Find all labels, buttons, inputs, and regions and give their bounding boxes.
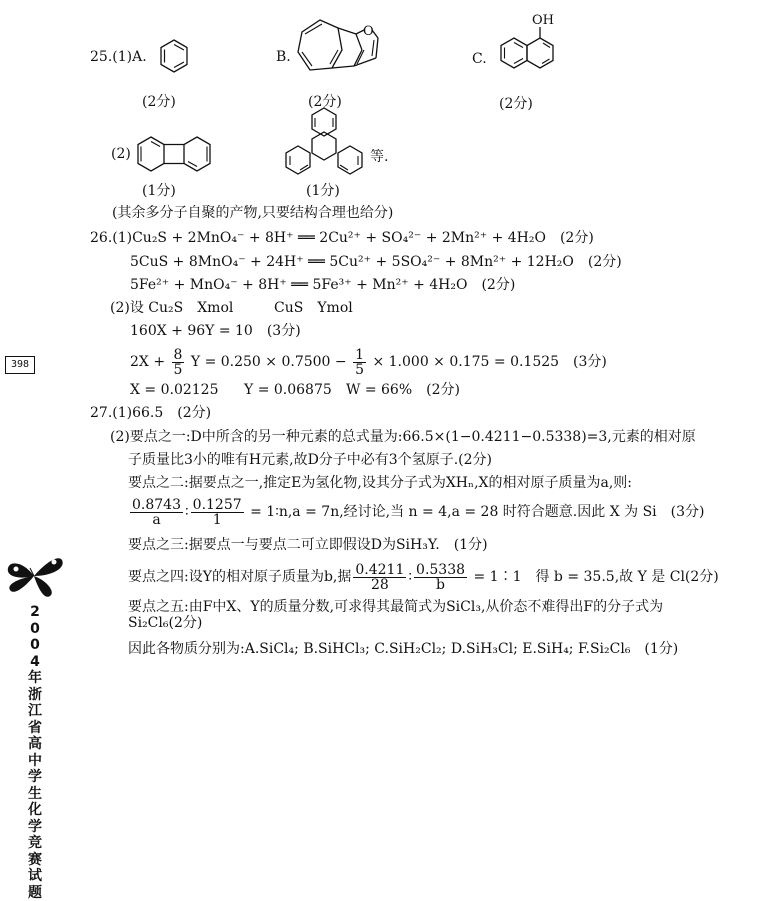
oxa-bridged-bicyclic-structure: [290, 12, 390, 88]
q25-score-b: (2分): [308, 94, 342, 110]
biphenylene-structure: [136, 134, 212, 174]
q26-line7b: Y = 0.06875: [244, 382, 332, 398]
q25-etc: 等.: [370, 149, 389, 165]
q25-score-c: (2分): [499, 96, 533, 112]
q26-line7a: X = 0.02125: [130, 382, 219, 398]
q25-part1-label: 25.(1)A.: [90, 49, 147, 65]
svg-text:O: O: [363, 24, 374, 39]
q25-score-2a: (1分): [142, 183, 176, 199]
fraction-0-1257-1: $\frac{0.1257}{1}$: [192, 496, 242, 528]
oh-group-label: OH: [532, 13, 554, 28]
q27-line8: 要点之五:由F中X、Y的质量分数,可求得其最简式为SiCl₃,从价态不难得出F的分子式为: [128, 599, 664, 615]
naphthol-structure: [486, 8, 566, 84]
q26-line3: 5Fe²⁺ + MnO₄⁻ + 8H⁺ ══ 5Fe³⁺ + Mn²⁺ + 4H₂O (2分): [130, 277, 516, 293]
q27-line2: (2)要点之一:D中所含的另一种元素的总式量为:66.5×(1−0.4211−0.5338)=3,元素的相对原: [110, 429, 696, 445]
q27-line1: 27.(1)66.5 (2分): [90, 405, 212, 421]
page-number: 398: [5, 356, 35, 374]
q25-b-label: B.: [276, 49, 291, 65]
q26-line1: 26.(1)Cu₂S + 2MnO₄⁻ + 8H⁺ ══ 2Cu²⁺ + SO₄²⁻ + 2Mn²⁺ + 4H₂O (2分): [90, 230, 594, 246]
q25-score-a: (2分): [142, 94, 176, 110]
benzene-structure: [159, 38, 189, 74]
q25-c-label: C.: [472, 51, 487, 67]
q27-line4: 要点之二:据要点之一,推定E为氢化物,设其分子式为XHₙ,X的相对原子质量为a,则:: [128, 475, 632, 491]
side-vertical-title: 2 0 0 4 年 浙 江 省 高 中 学 生 化 学 竞 赛 试 题: [28, 604, 42, 901]
q25-score-2b: (1分): [306, 183, 340, 199]
q26-line5: 160X + 96Y = 10 (3分): [130, 323, 301, 339]
q27-line10: 因此各物质分别为:A.SiCl₄; B.SiHCl₃; C.SiH₂Cl₂; D.SiH₃Cl; E.SiH₄; F.Si₂Cl₆ (1分): [128, 641, 679, 657]
fraction-8-5: $\frac{8}{5}$: [173, 346, 183, 378]
q25-part2-label: (2): [111, 146, 131, 162]
q26-line7c: W = 66% (2分): [346, 382, 460, 398]
q27-line9: Si₂Cl₆(2分): [128, 615, 203, 631]
fraction-0-4211-28: $\frac{0.4211}{28}$: [355, 561, 405, 593]
q27-line3: 子质量比3小的唯有H元素,故D分子中必有3个氢原子.(2分): [128, 452, 492, 468]
q27-line7: 要点之四:设Y的相对原子质量为b,据 $\frac{0.4211}{28}$ ∶ $\frac{0.5338}{b}$ = 1∶1 得 b = 35.5,故 Y 是 Cl(2分): [128, 561, 719, 593]
q26-line4a: (2)设 Cu₂S Xmol: [110, 300, 234, 316]
fraction-1-5: $\frac{1}{5}$: [355, 346, 365, 378]
q26-line4b: CuS Ymol: [274, 300, 353, 316]
q26-line2: 5CuS + 8MnO₄⁻ + 24H⁺ ══ 5Cu²⁺ + 5SO₄²⁻ + 8Mn²⁺ + 12H₂O (2分): [130, 254, 622, 270]
fraction-0-8743-a: $\frac{0.8743}{a}$: [132, 496, 181, 528]
triphenylene-structure: [278, 106, 370, 186]
q25-note: (其余多分子自聚的产物,只要结构合理也给分): [112, 205, 394, 221]
butterfly-ornament-icon: [4, 552, 68, 600]
q26-line6: 2X + $\frac{8}{5}$ Y = 0.250 × 0.7500 − $\frac{1}{5}$ × 1.000 × 0.175 = 0.1525 (3分): [130, 346, 607, 378]
q27-line5: $\frac{0.8743}{a}$ ∶ $\frac{0.1257}{1}$ = 1∶n,a = 7n,经讨论,当 n = 4,a = 28 时符合题意.因此 X 为 Si (3分): [132, 496, 705, 528]
fraction-0-5338-b: $\frac{0.5338}{b}$: [416, 561, 466, 593]
q27-line6: 要点之三:据要点一与要点二可立即假设D为SiH₃Y. (1分): [128, 537, 488, 553]
